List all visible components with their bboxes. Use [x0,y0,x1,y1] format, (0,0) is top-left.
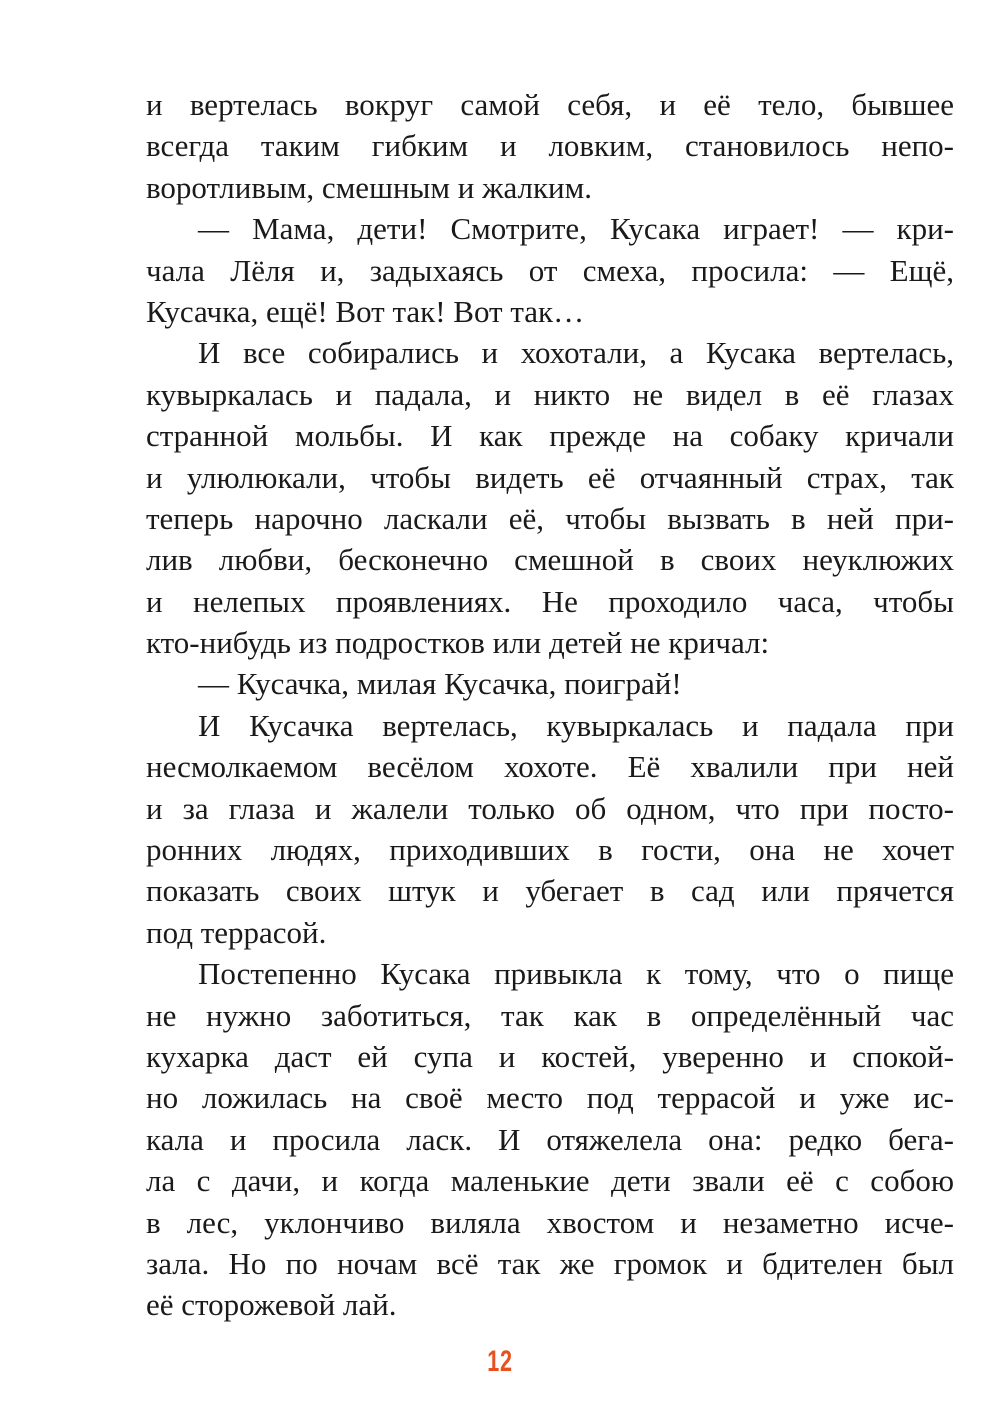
text-line: в лес, уклончиво виляла хвостом и незаметно исче- [146,1204,954,1240]
text-line: и вертелась вокруг самой себя, и её тело, бывшее [146,87,954,122]
text-line: чала Лёля и, задыхаясь от смеха, просила: — Ещё, [146,252,954,288]
text-line: и нелепых проявлениях. Не проходило часа, чтобы [146,583,954,619]
text-line: кала и просила ласк. И отяжелела она: редко бега- [146,1121,954,1157]
text-line: лив любви, бесконечно смешной в своих неуклюжих [146,542,954,578]
text-line: Постепенно Кусака привыкла к тому, что о пище [198,956,954,992]
text-line: Кусачка, ещё! Вот так! Вот так… [146,293,585,329]
text-line: И Кусачка вертелась, кувыркалась и падала при [198,707,954,743]
text-line: её сторожевой лай. [146,1287,397,1323]
text-line: кто-нибудь из подростков или детей не кричал: [146,625,770,661]
page-number: 12 [487,1345,513,1378]
text-line: кухарка даст ей супа и костей, уверенно и спокой- [146,1038,954,1074]
text-line: и за глаза и жалели только об одном, что при посто- [146,790,954,826]
text-line: показать своих штук и убегает в сад или прячется [146,873,954,909]
text-line: воротливым, смешным и жалким. [146,169,593,205]
text-line: всегда таким гибким и ловким, становилось непо- [146,128,954,164]
text-line: И все собирались и хохотали, а Кусака вертелась, [198,335,954,371]
text-line: — Кусачка, милая Кусачка, поиграй! [198,666,682,702]
text-line: ла с дачи, и когда маленькие дети звали её с собою [146,1163,954,1199]
text-line: кувыркалась и падала, и никто не видел в её глазах [146,376,954,412]
text-line: зала. Но по ночам всё так же громок и бдителен был [146,1245,954,1281]
text-line: — Мама, дети! Смотрите, Кусака играет! — кри- [198,211,954,247]
text-line: ронних людях, приходивших в гости, она не хочет [146,832,954,868]
text-line: не нужно заботиться, так как в определённый час [146,997,954,1033]
text-line: но ложилась на своё место под террасой и уже ис- [146,1080,954,1116]
text-line: несмолкаемом весёлом хохоте. Её хвалили при ней [146,749,954,785]
page-body-text [146,84,954,1326]
text-line: странной мольбы. И как прежде на собаку кричали [146,418,954,454]
text-line: под террасой. [146,914,327,950]
text-line: теперь нарочно ласкали её, чтобы вызвать в ней при- [146,500,954,536]
text-line: и улюлюкали, чтобы видеть её отчаянный страх, так [146,459,954,495]
